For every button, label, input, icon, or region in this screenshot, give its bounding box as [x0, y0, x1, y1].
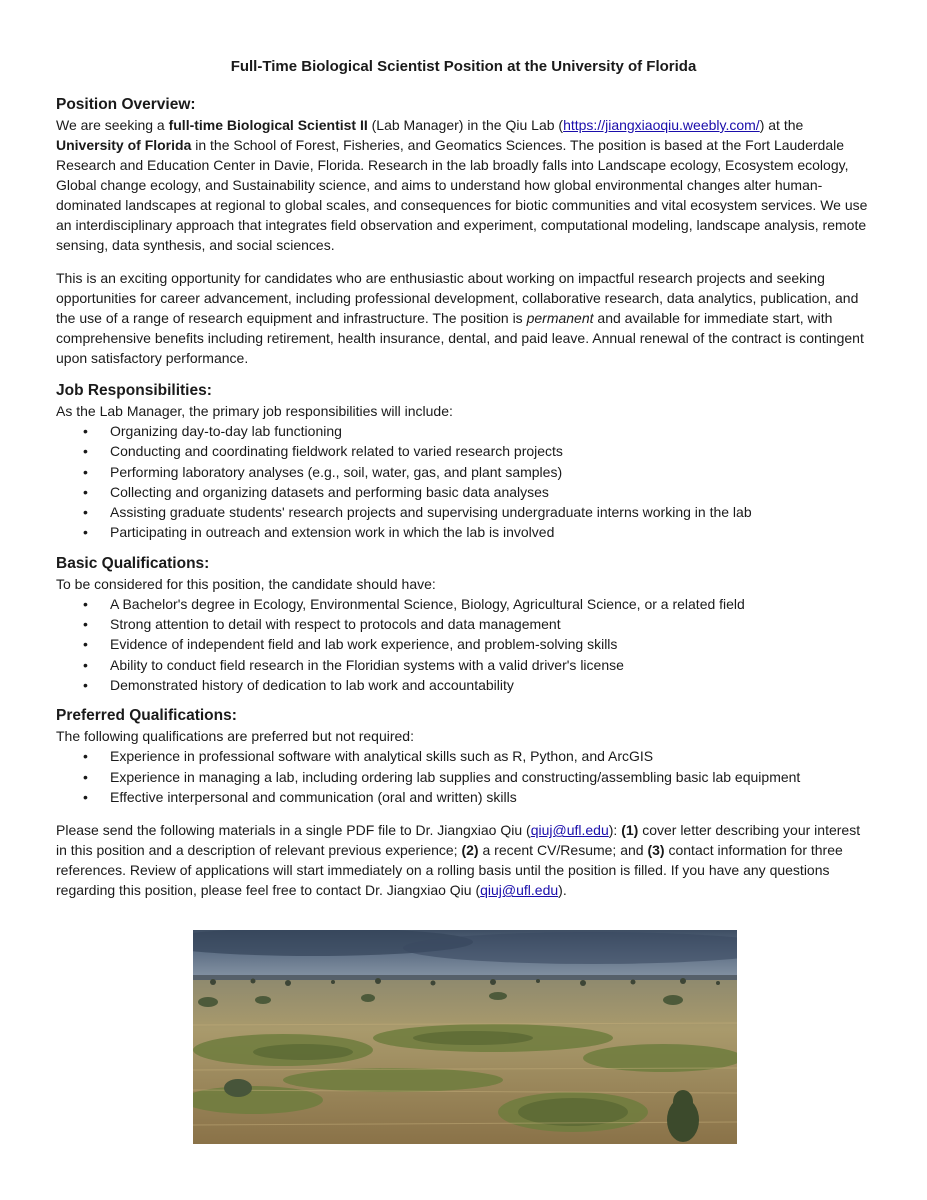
basic-qualifications-list: [56, 594, 871, 695]
text-run: (Lab Manager) in the Qiu Lab (: [367, 117, 564, 133]
list-item: • Conducting and coordinating fieldwork related to varied research projects: [56, 441, 871, 461]
list-item: • Ability to conduct field research in the Floridian systems with a valid driver's license: [56, 655, 871, 675]
email-link[interactable]: qiuj@ufl.edu: [530, 822, 609, 839]
spacer: [56, 807, 871, 820]
item-number: (3): [647, 842, 665, 859]
lab-website-link[interactable]: https://jiangxiaoqiu.weebly.com/: [563, 117, 760, 133]
preferred-qualifications-list: [56, 746, 871, 807]
university-bold: University of Florida: [56, 137, 192, 153]
list-item: • Performing laboratory analyses (e.g., soil, water, gas, and plant samples): [56, 462, 871, 482]
responsibilities-heading: Job Responsibilities:: [56, 382, 212, 399]
spacer: [56, 695, 871, 706]
text-run: in the School of Forest, Fisheries, and Geomatics Sciences. The position is based at the Fort Lauderdale Research and Education Center in Davie, Florida. Research in the lab broadly falls into Landscape ecology, Ecosystem ecology, Global change ecology, and Sustainability science, and aims to understand how global environmental changes alter human-dominated landscapes at regional to global scales, and consequences for biotic communities and vital ecosystem services. We use an interdisciplinary approach that integrates field observation and experiment, computational modeling, landscape analysis, remote sensing, data synthesis, and social sciences.: [56, 137, 868, 253]
spacer: [56, 543, 871, 554]
list-item: • Effective interpersonal and communication (oral and written) skills: [56, 787, 871, 807]
list-item: • Organizing day-to-day lab functioning: [56, 421, 871, 441]
email-link[interactable]: qiuj@ufl.edu: [480, 882, 559, 899]
position-title-bold: full-time Biological Scientist II: [168, 117, 368, 133]
text-run: a recent CV/Resume; and: [478, 842, 648, 859]
responsibilities-list: [56, 421, 871, 543]
spacer: [56, 255, 871, 268]
overview-paragraph-2: [56, 268, 871, 368]
list-item: • Participating in outreach and extension work in which the lab is involved: [56, 522, 871, 542]
list-item: • Collecting and organizing datasets and performing basic data analyses: [56, 482, 871, 502]
item-number: (1): [621, 822, 639, 839]
text-run: This is an exciting opportunity for candidates who are enthusiastic about working on impactful research projects and seeking opportunities for career advancement, including professional development, collaborative research, data analytics, publication, and the use of a range of research equipment and infrastructure. The position is: [56, 270, 859, 326]
basic-qualifications-heading: Basic Qualifications:: [56, 554, 210, 572]
text-run: contact information for three references. Review of applications will start immediately on a rolling basis until the position is filled. If you have any questions regarding this position, please feel free to contact Dr. Jiangxiao Qiu (: [56, 842, 843, 899]
preferred-qualifications-intro: The following qualifications are preferred but not required:: [56, 728, 414, 745]
list-item: • Assisting graduate students' research projects and supervising undergraduate interns working in the lab: [56, 502, 871, 522]
text-run: ).: [558, 882, 567, 899]
text-run: cover letter describing your interest in this position and a description of relevant previous experience;: [56, 822, 861, 859]
preferred-qualifications-heading: Preferred Qualifications:: [56, 707, 237, 725]
permanent-emphasis: permanent: [526, 310, 594, 326]
overview-heading: Position Overview:: [56, 96, 196, 113]
list-item: • Demonstrated history of dedication to lab work and accountability: [56, 675, 871, 695]
text-run: Please send the following materials in a single PDF file to Dr. Jiangxiao Qiu (: [56, 822, 531, 839]
list-item: • Evidence of independent field and lab work experience, and problem-solving skills: [56, 634, 871, 654]
list-item: • Experience in professional software with analytical skills such as R, Python, and ArcGIS: [56, 746, 871, 766]
document-body: [56, 95, 871, 900]
text-run: ):: [608, 822, 622, 839]
text-run: and available for immediate start, with comprehensive benefits including retirement, health insurance, dental, and paid leave. Annual renewal of the contract is contingent upon satisfactory performance.: [56, 310, 864, 366]
application-instructions: [56, 820, 871, 900]
list-item: • A Bachelor's degree in Ecology, Environmental Science, Biology, Agricultural Science, or a related field: [56, 594, 871, 614]
responsibilities-intro: As the Lab Manager, the primary job responsibilities will include:: [56, 403, 453, 419]
spacer: [56, 368, 871, 381]
list-item: • Strong attention to detail with respect to protocols and data management: [56, 614, 871, 634]
landscape-photo: [193, 930, 737, 1144]
text-run: We are seeking a: [56, 117, 169, 133]
basic-qualifications-intro: To be considered for this position, the candidate should have:: [56, 575, 436, 592]
document-title: Full-Time Biological Scientist Position at the University of Florida: [230, 58, 697, 75]
text-run: ) at the: [759, 117, 804, 133]
list-item: • Experience in managing a lab, including ordering lab supplies and constructing/assembling basic lab equipment: [56, 767, 871, 787]
item-number: (2): [461, 842, 479, 859]
overview-paragraph-1: [56, 115, 871, 255]
